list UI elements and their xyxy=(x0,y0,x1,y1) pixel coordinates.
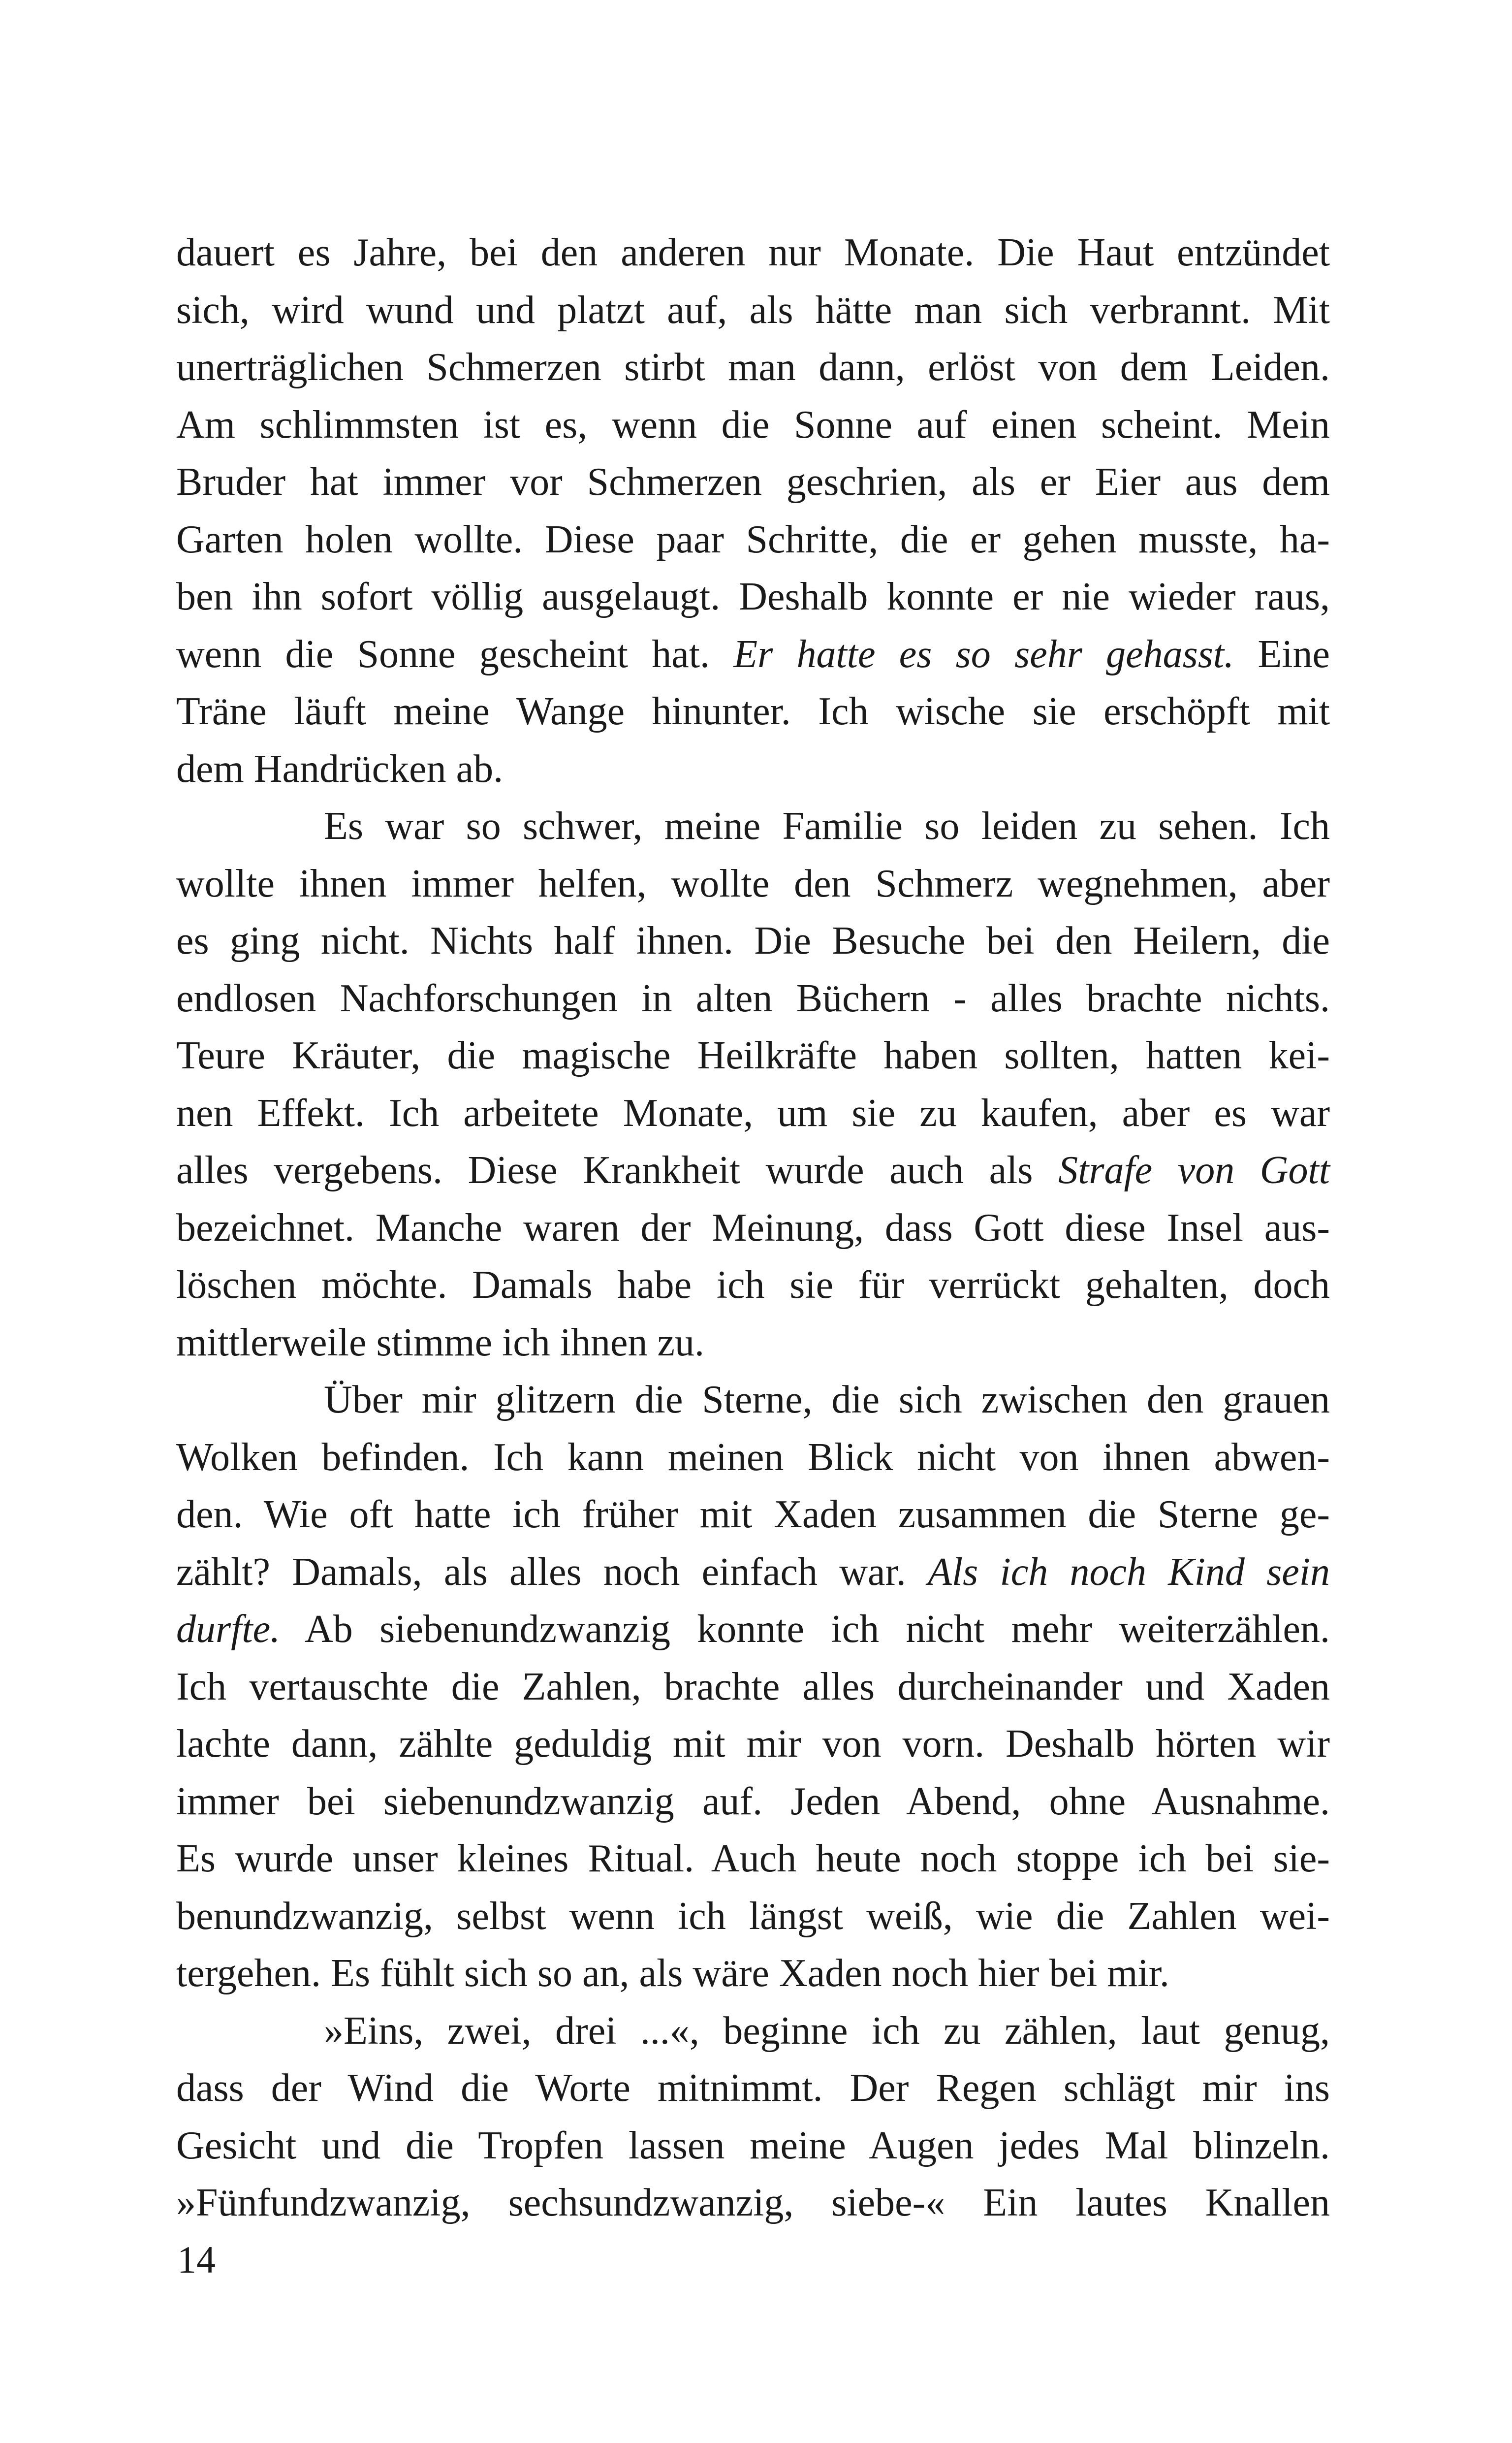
text-segment: Teure Kräuter, die magische Heilkräfte haben sollten, hatten kei- xyxy=(176,1034,1330,1077)
text-segment: es ging nicht. Nichts half ihnen. Die Besuche bei den Heilern, die xyxy=(176,919,1330,963)
text-line xyxy=(176,1142,1330,1199)
text-line xyxy=(176,2117,1330,2175)
text-segment: Am schlimmsten ist es, wenn die Sonne auf einen scheint. Mein xyxy=(176,403,1330,447)
text-segment: tergehen. Es fühlt sich so an, als wäre Xaden noch hier bei mir. xyxy=(176,1952,1169,1995)
text-line xyxy=(176,1658,1330,1716)
text-line xyxy=(176,1429,1330,1486)
text-segment: dass der Wind die Worte mitnimmt. Der Regen schlägt mir ins xyxy=(176,2066,1330,2110)
text-line xyxy=(176,2059,1330,2117)
text-line xyxy=(176,1888,1330,1945)
text-segment: »Fünfundzwanzig, sechsundzwanzig, siebe-« Ein lautes Knallen xyxy=(176,2181,1330,2224)
text-line xyxy=(176,683,1330,740)
text-line xyxy=(176,396,1330,454)
text-line xyxy=(176,798,1330,855)
text-segment: Ab siebenundzwanzig konnte ich nicht mehr weiterzählen. xyxy=(280,1607,1330,1651)
text-line xyxy=(176,453,1330,511)
text-line xyxy=(176,282,1330,339)
text-segment: Über mir glitzern die Sterne, die sich zwischen den grauen xyxy=(324,1378,1330,1421)
text-segment: ben ihn sofort völlig ausgelaugt. Deshalb konnte er nie wieder raus, xyxy=(176,575,1330,618)
italic-text: Er hatte es so sehr gehasst. xyxy=(733,632,1234,676)
text-segment: zählt? Damals, als alles noch einfach war. xyxy=(176,1550,928,1594)
text-line xyxy=(176,511,1330,569)
body-text xyxy=(176,224,1330,2232)
text-line xyxy=(176,1314,1330,1372)
text-segment: Eine xyxy=(1234,632,1330,676)
text-segment: Es war so schwer, meine Familie so leiden zu sehen. Ich xyxy=(324,804,1330,848)
text-segment: dem Handrücken ab. xyxy=(176,747,504,791)
text-segment: Bruder hat immer vor Schmerzen geschrien, als er Eier aus dem xyxy=(176,460,1330,504)
italic-text: durfte. xyxy=(176,1607,281,1651)
text-segment: sich, wird wund und platzt auf, als hätte man sich verbrannt. Mit xyxy=(176,288,1330,332)
text-line xyxy=(176,1715,1330,1773)
text-segment: endlosen Nachforschungen in alten Büchern - alles brachte nichts. xyxy=(176,976,1330,1020)
text-segment: den. Wie oft hatte ich früher mit Xaden zusammen die Sterne ge- xyxy=(176,1493,1330,1536)
text-segment: mittlerweile stimme ich ihnen zu. xyxy=(176,1320,705,1364)
text-line xyxy=(176,1085,1330,1142)
text-segment: »Eins, zwei, drei ...«, beginne ich zu zählen, laut genug, xyxy=(324,2009,1330,2053)
page-number: 14 xyxy=(177,2238,216,2281)
text-segment: Garten holen wollte. Diese paar Schritte, die er gehen musste, ha- xyxy=(176,517,1330,561)
text-line xyxy=(176,2174,1330,2232)
text-segment: unerträglichen Schmerzen stirbt man dann, erlöst von dem Leiden. xyxy=(176,346,1330,389)
text-line xyxy=(176,1199,1330,1257)
text-line xyxy=(176,912,1330,970)
text-segment: wenn die Sonne gescheint hat. xyxy=(176,632,734,676)
italic-text: Als ich noch Kind sein xyxy=(928,1550,1330,1594)
text-segment: Ich vertauschte die Zahlen, brachte alles durcheinander und Xaden xyxy=(176,1665,1330,1708)
text-segment: Gesicht und die Tropfen lassen meine Augen jedes Mal blinzeln. xyxy=(176,2123,1330,2167)
text-line xyxy=(176,1486,1330,1543)
text-segment: dauert es Jahre, bei den anderen nur Monate. Die Haut entzündet xyxy=(176,231,1330,274)
text-line xyxy=(176,1256,1330,1314)
text-segment: bezeichnet. Manche waren der Meinung, dass Gott diese Insel aus- xyxy=(176,1206,1330,1250)
text-segment: Träne läuft meine Wange hinunter. Ich wische sie erschöpft mit xyxy=(176,690,1330,733)
text-line xyxy=(176,626,1330,683)
text-line xyxy=(176,1027,1330,1085)
text-line xyxy=(176,1773,1330,1831)
text-line xyxy=(176,740,1330,798)
text-line xyxy=(176,339,1330,396)
text-line xyxy=(176,2002,1330,2060)
text-segment: wollte ihnen immer helfen, wollte den Schmerz wegnehmen, aber xyxy=(176,862,1330,905)
text-line xyxy=(176,1830,1330,1888)
text-line xyxy=(176,568,1330,626)
text-segment: immer bei siebenundzwanzig auf. Jeden Abend, ohne Ausnahme. xyxy=(176,1779,1330,1823)
text-segment: Wolken befinden. Ich kann meinen Blick nicht von ihnen abwen- xyxy=(176,1435,1330,1479)
text-segment: nen Effekt. Ich arbeitete Monate, um sie zu kaufen, aber es war xyxy=(176,1091,1330,1135)
text-line xyxy=(176,970,1330,1028)
text-line xyxy=(176,1543,1330,1601)
italic-text: Strafe von Gott xyxy=(1058,1149,1330,1192)
text-segment: benundzwanzig, selbst wenn ich längst weiß, wie die Zahlen wei- xyxy=(176,1894,1330,1938)
text-line xyxy=(176,1945,1330,2002)
text-line xyxy=(176,1601,1330,1658)
text-segment: löschen möchte. Damals habe ich sie für verrückt gehalten, doch xyxy=(176,1263,1330,1307)
text-segment: Es wurde unser kleines Ritual. Auch heute noch stoppe ich bei sie- xyxy=(176,1837,1330,1880)
text-segment: alles vergebens. Diese Krankheit wurde auch als xyxy=(176,1149,1059,1192)
text-line xyxy=(176,855,1330,913)
text-segment: lachte dann, zählte geduldig mit mir von vorn. Deshalb hörten wir xyxy=(176,1722,1330,1766)
text-line xyxy=(176,1371,1330,1429)
text-line xyxy=(176,224,1330,282)
